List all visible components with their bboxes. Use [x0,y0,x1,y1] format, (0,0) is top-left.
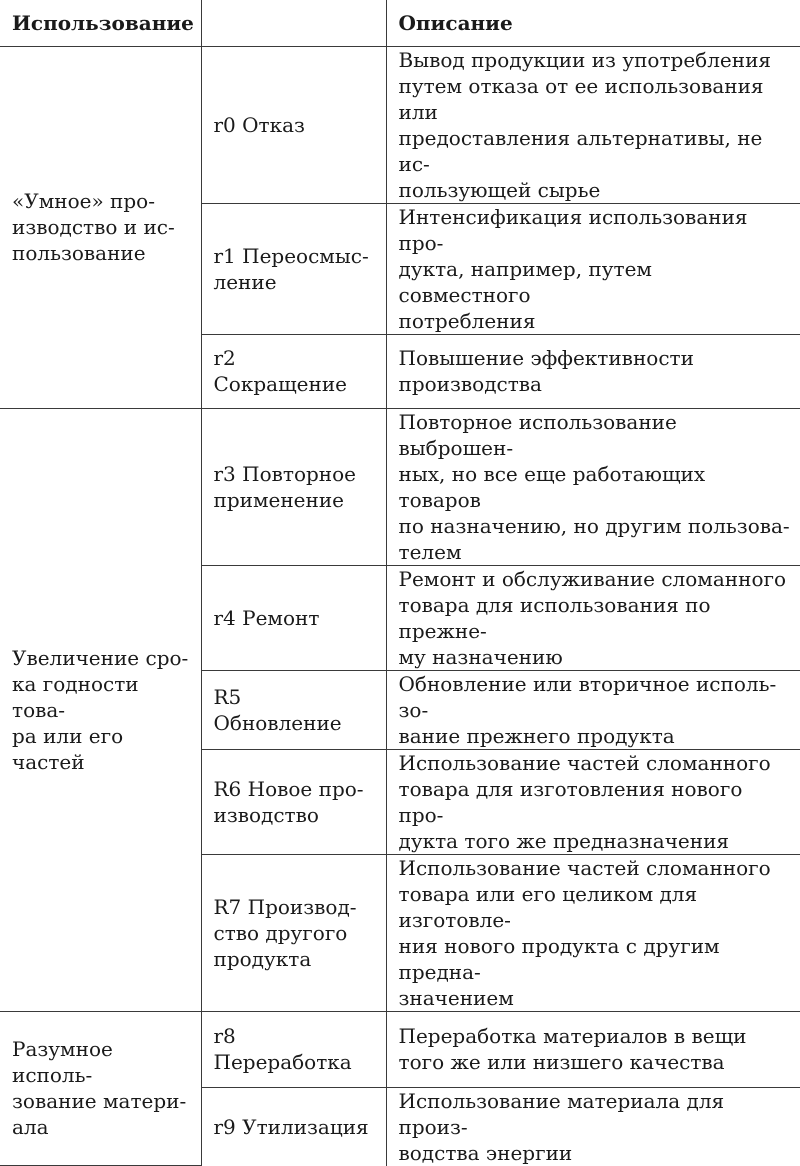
description-cell [386,749,800,854]
description-cell [386,854,800,1011]
code-text: r4 Ремонт [213,605,320,630]
group-usage-cell [0,1011,201,1166]
group-usage-text: Увеличение сро- ка годности това- ра или его частей [12,645,189,774]
description-text: Повышение эффективности производства [398,346,694,396]
group-usage-cell [0,408,201,1011]
code-cell [201,854,386,1011]
code-cell [201,1011,386,1087]
description-cell [386,565,800,670]
description-cell [386,334,800,408]
code-cell [201,670,386,749]
header-description: Описание [386,0,800,46]
description-text: Повторное использование выброшен- ных, но все еще работающих товаров по назначению, но другим пользова- телем [398,409,790,564]
description-cell [386,46,800,203]
header-row [0,0,800,46]
group-usage-text: «Умное» про- изводство и ис- пользование [12,189,175,265]
header-empty [201,0,386,46]
description-text: Ремонт и обслуживание сломанного товара для использования по прежне- му назначению [398,566,786,669]
code-cell [201,203,386,334]
code-cell [201,749,386,854]
description-cell [386,203,800,334]
code-cell [201,1087,386,1166]
description-text: Интенсификация использования про- дукта, например, путем совместного потребления [398,204,748,333]
code-text: r0 Отказ [213,112,305,137]
description-text: Переработка материалов в вещи того же или низшего качества [398,1024,747,1074]
description-text: Обновление или вторичное исполь-зо- вание прежнего продукта [398,671,777,748]
code-text: r1 Переосмыс- ление [213,243,369,294]
group-usage-cell [0,46,201,408]
description-cell [386,408,800,565]
table-row [0,408,800,565]
code-cell [201,565,386,670]
code-text: r8 Переработка [213,1024,352,1074]
description-text: Вывод продукции из употребления путем отказа от ее использования или предоставления альтернативы, не ис- пользующей сырье [398,47,772,202]
code-text: r2 Сокращение [213,346,347,396]
code-text: R7 Производ- ство другого продукта [213,894,357,971]
code-text: r9 Утилизация [213,1114,369,1139]
description-cell [386,1087,800,1166]
group-usage-text: Разумное исполь- зование матери- ала [12,1037,187,1140]
table-row [0,46,800,203]
description-cell [386,670,800,749]
header-usage: Использование [0,0,201,46]
description-text: Использование частей сломанного товара для изготовления нового про- дукта того же предназначения [398,750,771,853]
code-cell [201,334,386,408]
table-row [0,1011,800,1087]
code-text: R6 Новое про- изводство [213,776,364,827]
code-text: R5 Обновление [213,684,342,735]
code-cell [201,46,386,203]
description-cell [386,1011,800,1087]
description-text: Использование частей сломанного товара или его целиком для изготовле- ния нового продукта с другим предна- значением [398,855,771,1010]
code-cell [201,408,386,565]
code-text: r3 Повторное применение [213,461,356,512]
description-text: Использование материала для произ- водства энергии [398,1088,725,1165]
